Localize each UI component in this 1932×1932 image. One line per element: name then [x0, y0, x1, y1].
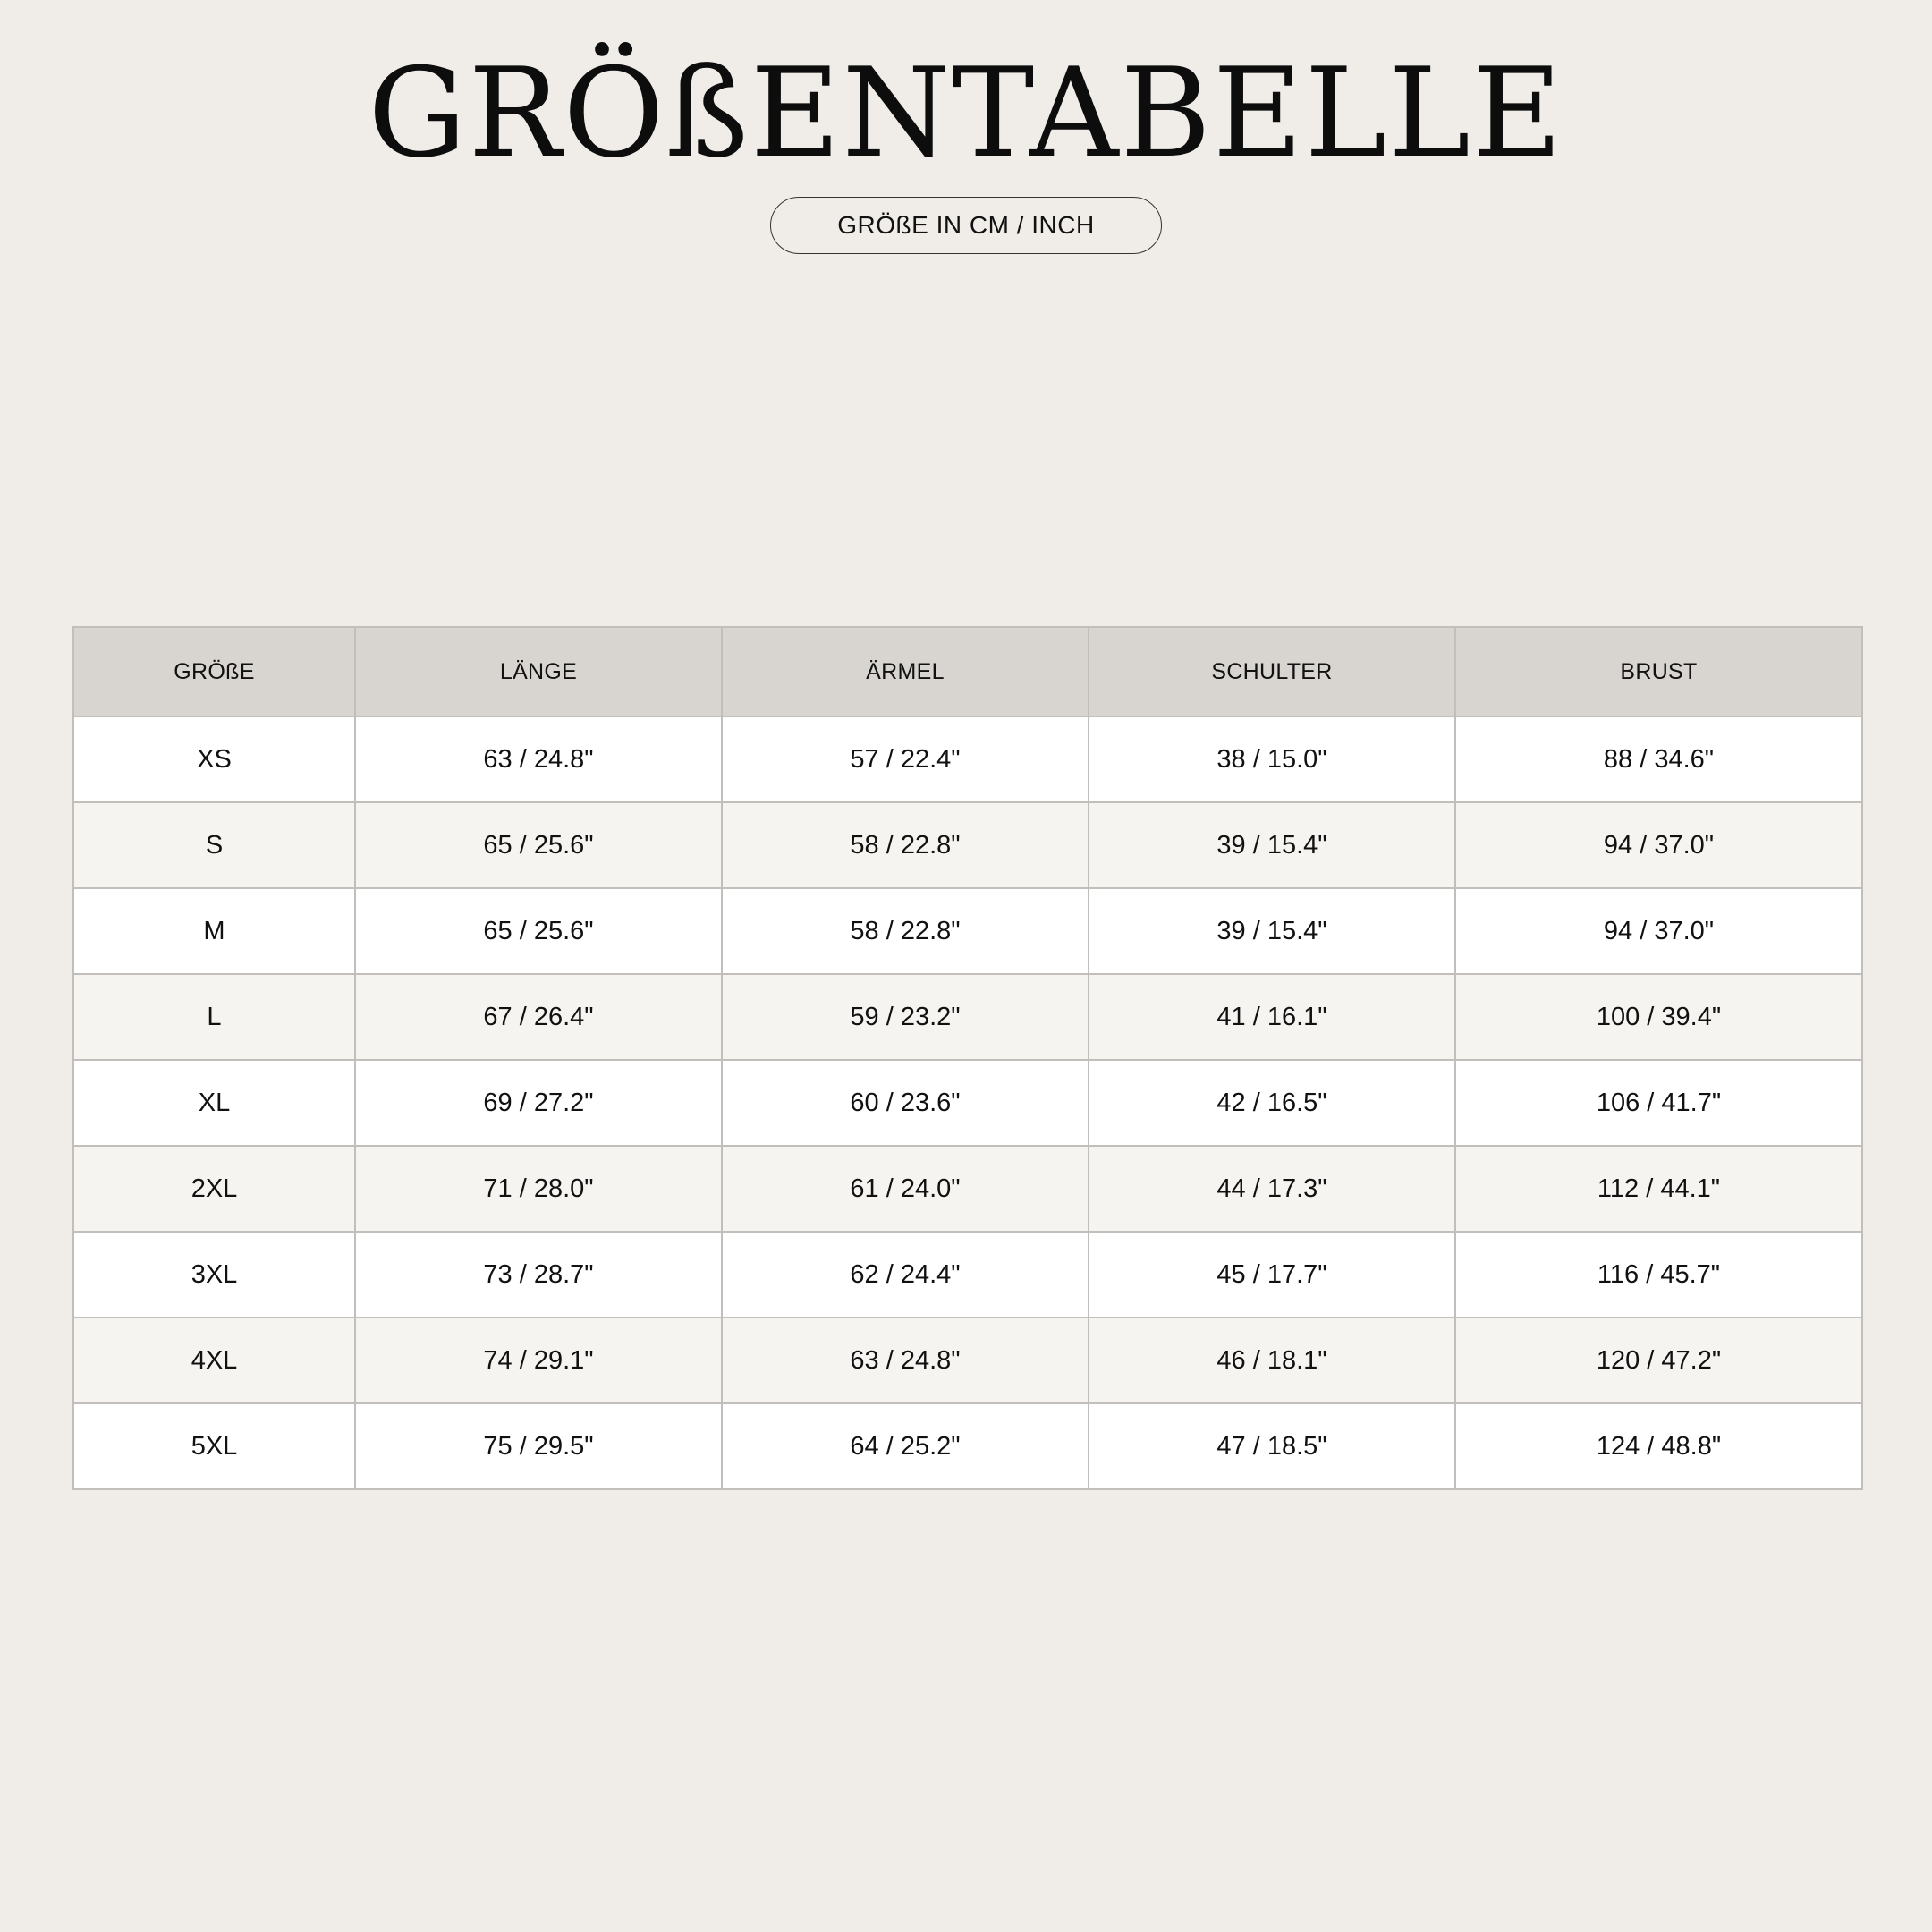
- size-chart-table: [72, 626, 1863, 1490]
- table-row: [73, 716, 1862, 802]
- column-header-shoulder: SCHULTER: [1089, 627, 1455, 716]
- cell-shoulder: 39 / 15.4": [1089, 888, 1455, 974]
- cell-sleeve: 58 / 22.8": [722, 888, 1089, 974]
- cell-length: 65 / 25.6": [355, 802, 722, 888]
- table-row: [73, 1403, 1862, 1489]
- cell-sleeve: 57 / 22.4": [722, 716, 1089, 802]
- table-row: [73, 888, 1862, 974]
- cell-chest: 124 / 48.8": [1455, 1403, 1862, 1489]
- column-header-chest: BRUST: [1455, 627, 1862, 716]
- column-header-size: GRÖßE: [73, 627, 355, 716]
- cell-shoulder: 46 / 18.1": [1089, 1318, 1455, 1403]
- cell-size: 5XL: [73, 1403, 355, 1489]
- cell-chest: 94 / 37.0": [1455, 888, 1862, 974]
- cell-length: 63 / 24.8": [355, 716, 722, 802]
- cell-sleeve: 62 / 24.4": [722, 1232, 1089, 1318]
- column-header-length: LÄNGE: [355, 627, 722, 716]
- cell-sleeve: 60 / 23.6": [722, 1060, 1089, 1146]
- table-row: [73, 1146, 1862, 1232]
- cell-length: 71 / 28.0": [355, 1146, 722, 1232]
- cell-sleeve: 64 / 25.2": [722, 1403, 1089, 1489]
- cell-chest: 106 / 41.7": [1455, 1060, 1862, 1146]
- cell-size: XL: [73, 1060, 355, 1146]
- cell-chest: 94 / 37.0": [1455, 802, 1862, 888]
- cell-sleeve: 63 / 24.8": [722, 1318, 1089, 1403]
- cell-length: 75 / 29.5": [355, 1403, 722, 1489]
- table-row: [73, 1318, 1862, 1403]
- table-row: [73, 974, 1862, 1060]
- cell-shoulder: 39 / 15.4": [1089, 802, 1455, 888]
- cell-size: 2XL: [73, 1146, 355, 1232]
- cell-shoulder: 42 / 16.5": [1089, 1060, 1455, 1146]
- cell-length: 69 / 27.2": [355, 1060, 722, 1146]
- cell-chest: 112 / 44.1": [1455, 1146, 1862, 1232]
- cell-shoulder: 45 / 17.7": [1089, 1232, 1455, 1318]
- cell-shoulder: 44 / 17.3": [1089, 1146, 1455, 1232]
- cell-shoulder: 38 / 15.0": [1089, 716, 1455, 802]
- table-row: [73, 1232, 1862, 1318]
- table-row: [73, 802, 1862, 888]
- cell-length: 73 / 28.7": [355, 1232, 722, 1318]
- cell-size: XS: [73, 716, 355, 802]
- cell-length: 65 / 25.6": [355, 888, 722, 974]
- cell-chest: 88 / 34.6": [1455, 716, 1862, 802]
- cell-shoulder: 47 / 18.5": [1089, 1403, 1455, 1489]
- unit-badge-label: GRÖßE IN CM / INCH: [837, 211, 1095, 239]
- cell-chest: 120 / 47.2": [1455, 1318, 1862, 1403]
- unit-badge: [770, 197, 1162, 254]
- cell-sleeve: 59 / 23.2": [722, 974, 1089, 1060]
- cell-chest: 116 / 45.7": [1455, 1232, 1862, 1318]
- cell-length: 67 / 26.4": [355, 974, 722, 1060]
- cell-size: S: [73, 802, 355, 888]
- column-header-sleeve: ÄRMEL: [722, 627, 1089, 716]
- cell-sleeve: 61 / 24.0": [722, 1146, 1089, 1232]
- cell-size: L: [73, 974, 355, 1060]
- cell-length: 74 / 29.1": [355, 1318, 722, 1403]
- table-row: [73, 1060, 1862, 1146]
- cell-shoulder: 41 / 16.1": [1089, 974, 1455, 1060]
- cell-size: M: [73, 888, 355, 974]
- page-title: GRÖßENTABELLE: [368, 41, 1564, 185]
- cell-size: 3XL: [73, 1232, 355, 1318]
- cell-sleeve: 58 / 22.8": [722, 802, 1089, 888]
- cell-size: 4XL: [73, 1318, 355, 1403]
- cell-chest: 100 / 39.4": [1455, 974, 1862, 1060]
- table-header-row: [73, 627, 1862, 716]
